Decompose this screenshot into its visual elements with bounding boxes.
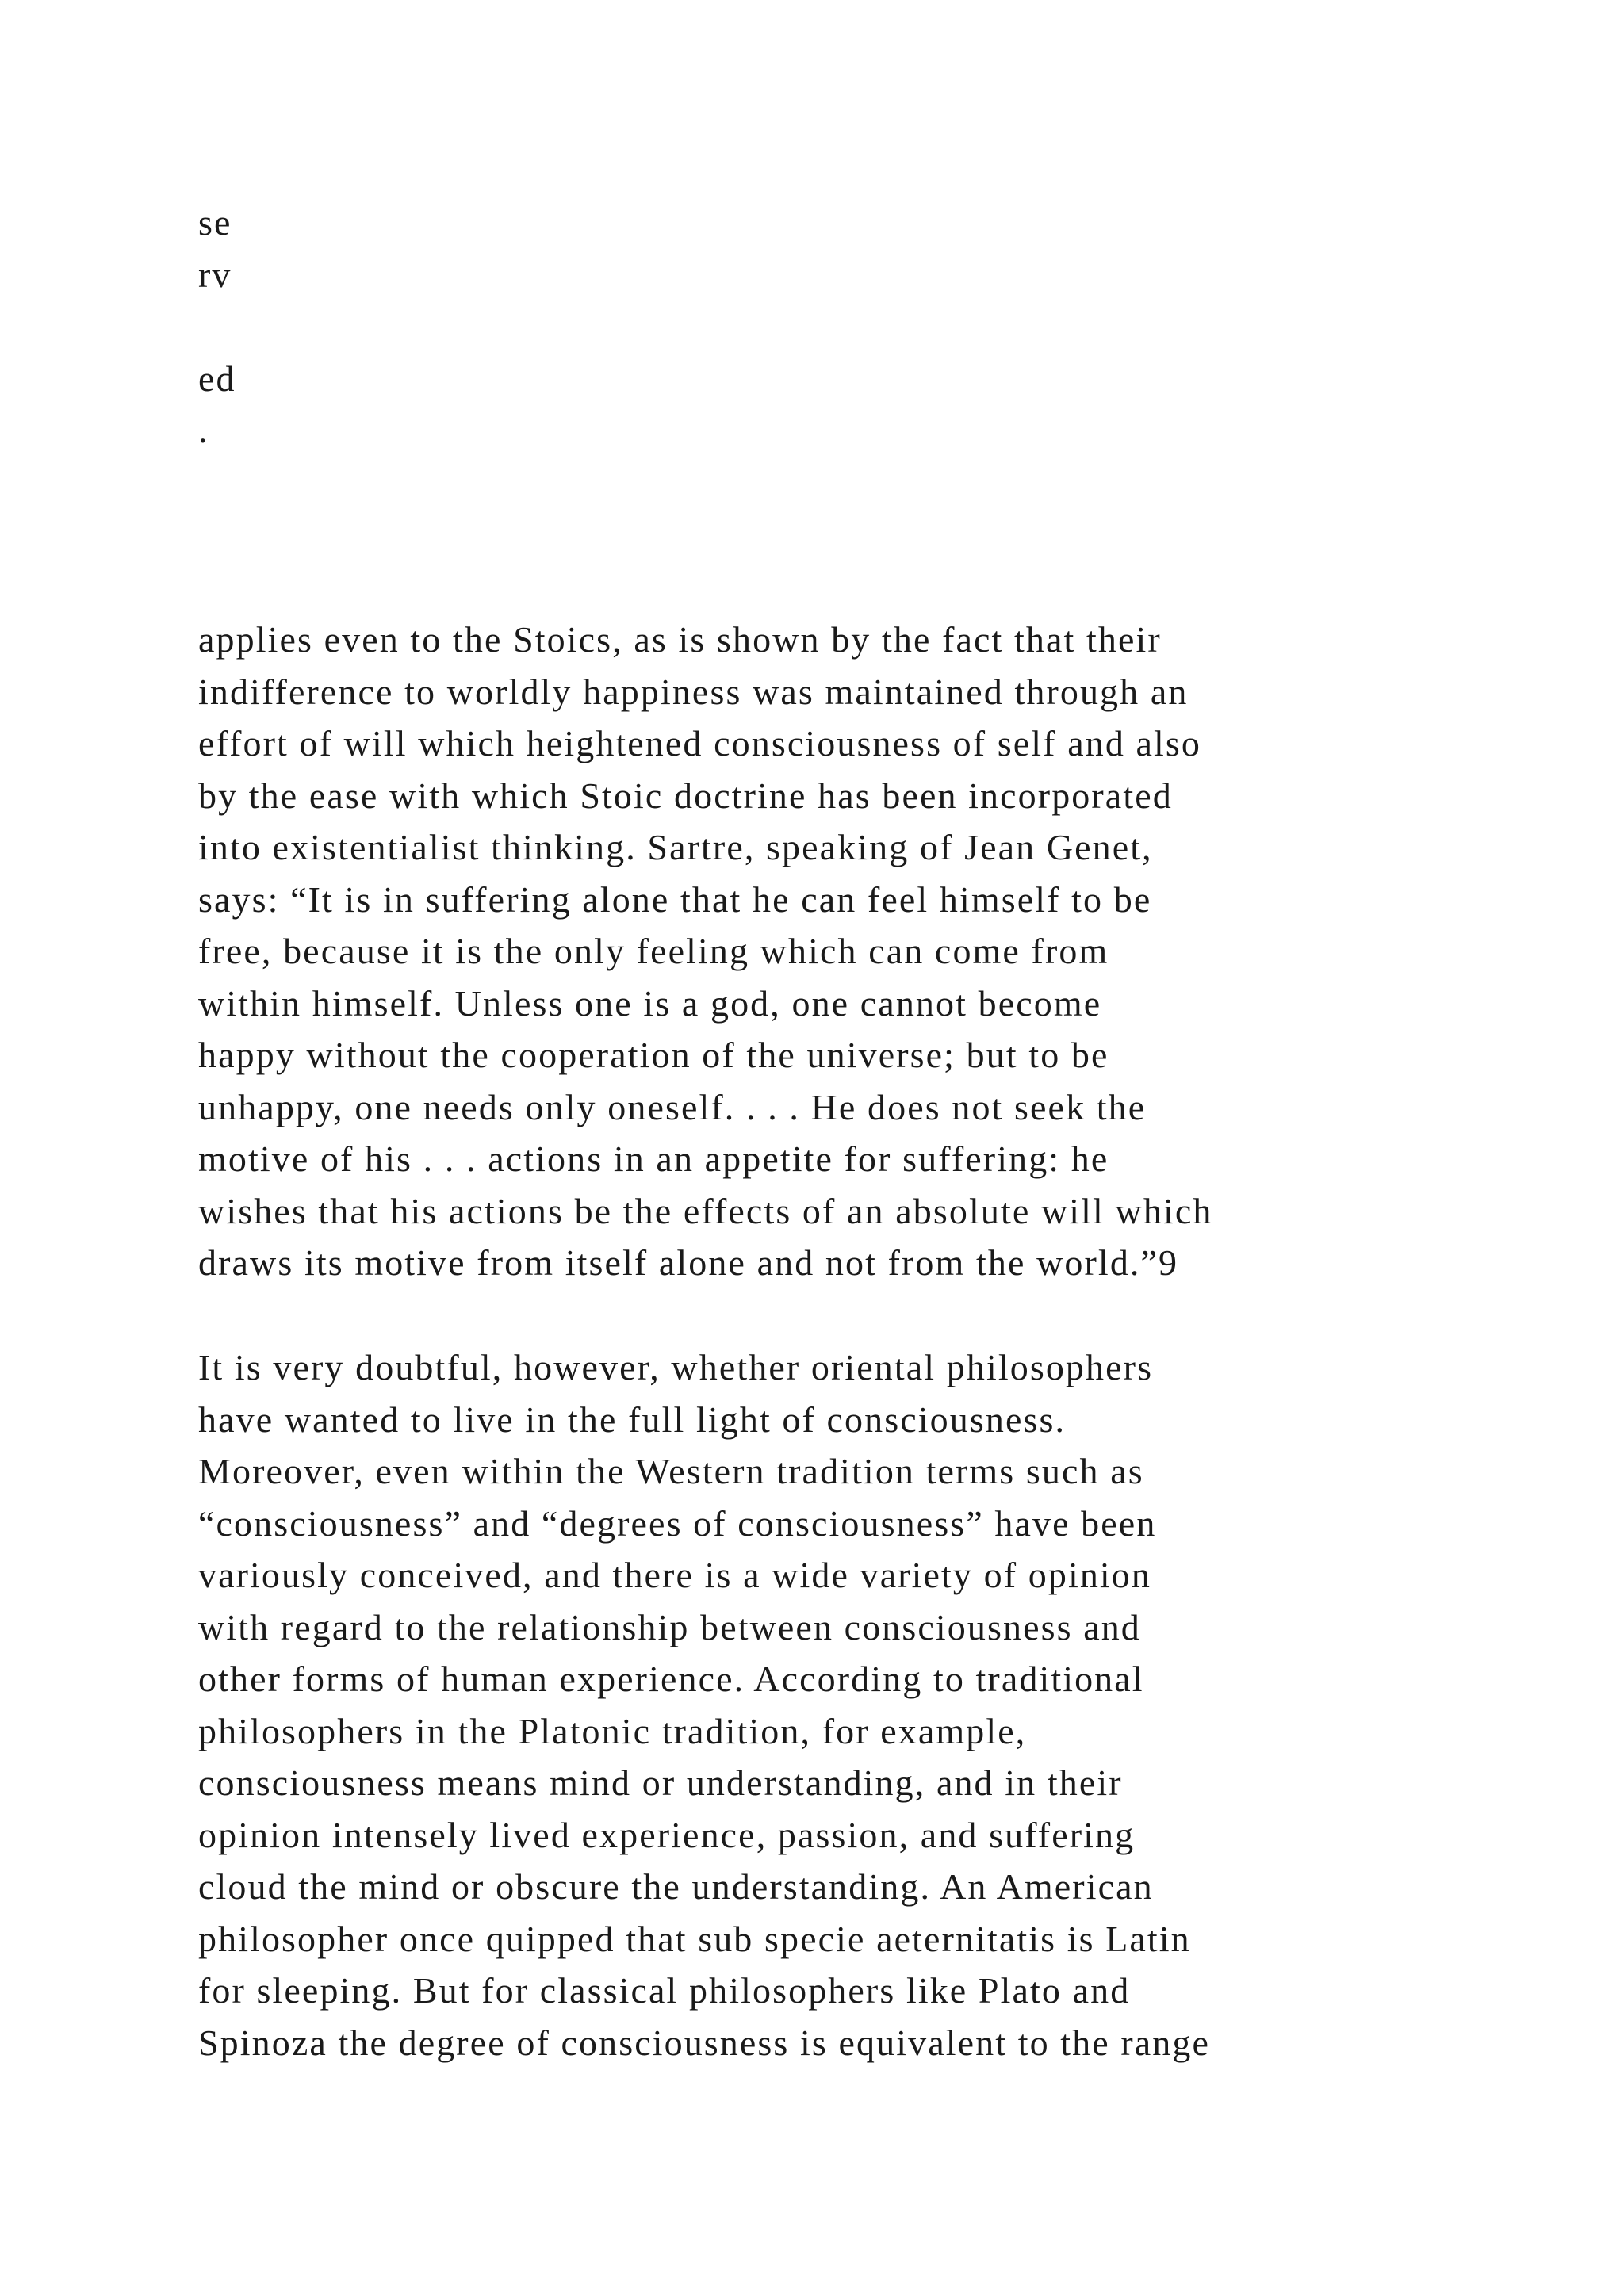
text-line: have wanted to live in the full light of consciousness. xyxy=(198,1399,1067,1440)
text-line: into existentialist thinking. Sartre, speaking of Jean Genet, xyxy=(198,827,1153,867)
paragraph-stoics xyxy=(198,614,1467,1289)
text-line: with regard to the relationship between consciousness and xyxy=(198,1606,1141,1647)
text-line: opinion intensely lived experience, passion, and suffering xyxy=(198,1814,1136,1855)
text-line: Moreover, even within the Western tradition terms such as xyxy=(198,1451,1144,1491)
text-line: applies even to the Stoics, as is shown by the fact that their xyxy=(198,619,1162,660)
text-line: says: “It is in suffering alone that he can feel himself to be xyxy=(198,878,1152,920)
text-line: philosopher once quipped that sub specie aeternitatis is Latin xyxy=(198,1918,1191,1959)
paragraph-consciousness xyxy=(198,1341,1467,2068)
text-line: effort of will which heightened consciousness of self and also xyxy=(198,723,1202,763)
text-line: It is very doubtful, however, whether oriental philosophers xyxy=(198,1347,1154,1387)
fragment-line: se xyxy=(198,202,232,243)
text-line: free, because it is the only feeling which can come from xyxy=(198,931,1109,971)
text-line: unhappy, one needs only oneself. . . . He does not seek the xyxy=(198,1086,1147,1127)
fragment-lines xyxy=(198,197,1467,457)
text-line: consciousness means mind or understanding, and in their xyxy=(198,1762,1123,1803)
fragment-line: ed xyxy=(198,358,236,399)
fragment-line: rv xyxy=(198,254,232,295)
text-line: for sleeping. But for classical philosophers like Plato and xyxy=(198,1970,1131,2011)
text-line: by the ease with which Stoic doctrine has been incorporated xyxy=(198,775,1173,816)
text-line: wishes that his actions be the effects of an absolute will which xyxy=(198,1190,1213,1231)
text-line: “consciousness” and “degrees of consciousness” have been xyxy=(198,1502,1157,1544)
text-line: other forms of human experience. According to traditional xyxy=(198,1659,1144,1699)
text-line: cloud the mind or obscure the understanding. An American xyxy=(198,1866,1154,1907)
text-line: Spinoza the degree of consciousness is equivalent to the range xyxy=(198,2022,1211,2063)
text-line: variously conceived, and there is a wide variety of opinion xyxy=(198,1555,1152,1595)
text-line: draws its motive from itself alone and not from the world.”9 xyxy=(198,1242,1179,1283)
text-line: within himself. Unless one is a god, one cannot become xyxy=(198,982,1102,1024)
text-line: happy without the cooperation of the universe; but to be xyxy=(198,1035,1109,1075)
text-line: motive of his . . . actions in an appetite for suffering: he xyxy=(198,1138,1109,1179)
text-line: indifference to worldly happiness was maintained through an xyxy=(198,671,1189,712)
fragment-line xyxy=(198,300,1467,353)
text-line: philosophers in the Platonic tradition, for example, xyxy=(198,1710,1027,1751)
fragment-line: . xyxy=(198,410,209,450)
